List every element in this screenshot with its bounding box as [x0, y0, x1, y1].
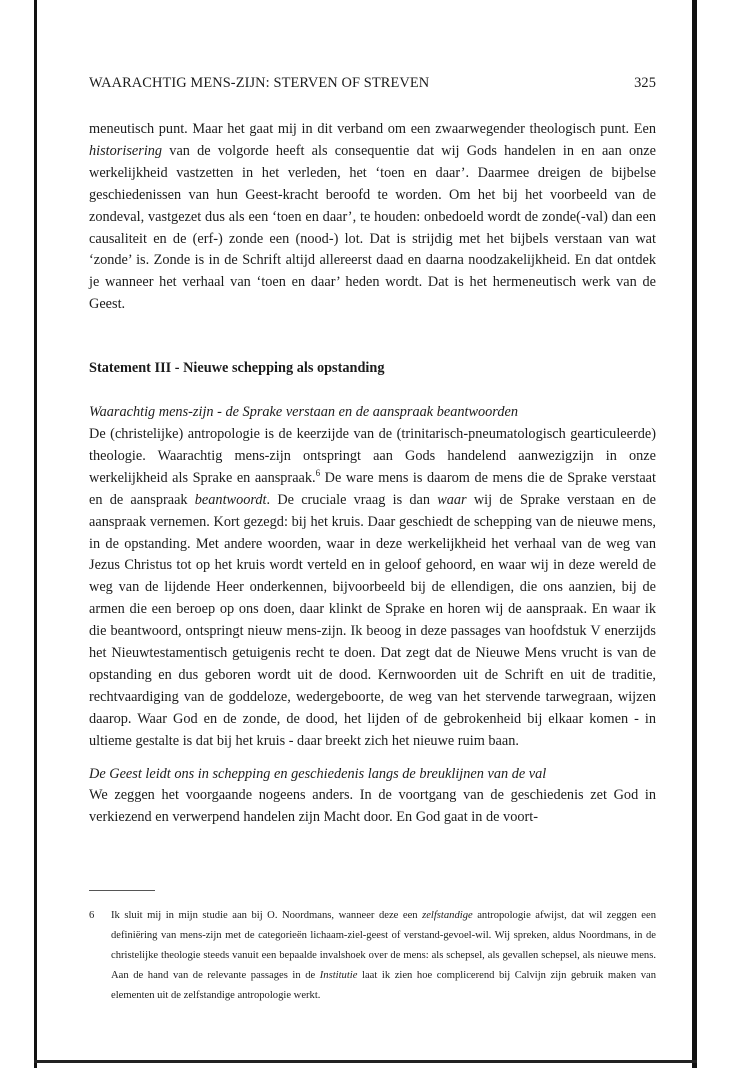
footnote-number: 6	[89, 910, 95, 921]
emphasis-zelfstandige: zelfstandige	[422, 910, 473, 921]
page-number: 325	[634, 75, 656, 91]
running-head	[89, 75, 656, 91]
paragraph-3: We zeggen het voorgaande nogeens anders. In de voortgang van de geschiedenis zet God in verkiezend en verwerpend handelen zijn Macht door. En God gaat in de voort-	[89, 787, 656, 826]
emphasis-historisering: historisering	[89, 142, 163, 159]
footnote-text: Ik sluit mij in mijn studie aan bij O. Noordmans, wanneer deze een zelfstandige antropologie afwijst, dat wil zeggen een definiëring van mens-zijn met de categorieën lichaam-ziel-geest of verstand-gevoel-wil. Wij spreken, aldus Noordmans, in de christelijke theologie steeds vanuit een bepaalde invalshoek over de mens: als schepsel, als gevallen schepsel, als nieuwe mens. Aan de hand van de relevante passages in de Institutie laat ik zien hoe complicerend bij Calvijn zijn gebruik maken van elementen uit de zelfstandige antropologie werkt.	[111, 910, 657, 1001]
running-head-title: WAARACHTIG MENS-ZIJN: STERVEN OF STREVEN	[89, 75, 430, 91]
paragraph-2: De (christelijke) antropologie is de keerzijde van de (trinitarisch-pneumatologisch gearticuleerde) theologie. Waarachtig mens-zijn ontspringt aan Gods handelend aanwezigzijn in onze werkelijkheid als Sprake en aanspraak.$^6$ De ware mens is daarom de mens die de Sprake verstaat en de aanspraak beantwoordt. De cruciale vraag is dan waar wij de Sprake verstaan en de aanspraak vernemen. Kort gezegd: bij het kruis. Daar geschiedt de schepping van de nieuwe mens, in de opstanding. Met andere woorden, waar in deze werkelijkheid het verhaal van de weg van Jezus Christus tot op het kruis wordt verteld en in geloof gehoord, en waar wij in deze wereld de weg van de lijdende Heer onderkennen, bijvoorbeeld bij de ellendigen, die ons aanzien, bij de armen die een beroep op ons doen, daar klinkt de Sprake en horen wij de aanspraak. En waar ik die beantwoord, ontspringt nieuw mens-zijn. Ik beoog in deze passages van hoofdstuk V enerzijds het Nieuwtestamentisch getuigenis recht te doen. Dat zegt dat de Nieuwe Mens vrucht is van de opstanding en dus geboren wordt uit de dood. Kernwoorden uit de Schrift en uit de traditie, rechtvaardiging van de goddeloze, wedergeboorte, de weg van het stervende tarwegraan, wijzen daarop. Waar God en de zonde, de dood, het lijden of de gebrokenheid bij elkaar komen - in ultieme gestalte is dat bij het kruis - daar breekt zich het nieuwe ruim baan.	[89, 425, 656, 749]
scan-edge-bottom	[34, 1060, 697, 1063]
scan-edge-left	[34, 0, 37, 1068]
scan-edge-right	[692, 0, 697, 1068]
footnote	[89, 906, 656, 1006]
paragraph-1: meneutisch punt. Maar het gaat mij in dit verband om een zwaarwegender theologisch punt. Een historisering van de volgorde heeft als consequentie dat wij Gods handelen in en aan onze werkelijkheid vastzetten in het verleden, het ‘toen en daar’. Daarmee dreigen de bijbelse geschiedenissen van hun Geest-kracht beroofd te worden. Om het bij het voorbeeld van de zondeval, vastgezet dus als een ‘toen en daar’, te houden: onbedoeld wordt de zonde(-val) dan een causaliteit en de (erf-) zonde een (nood-) lot. Dat is strijdig met het bijbels verstaan van wat ‘zonde’ is. Zonde is in de Schrift altijd allereerst daad en daarna noodzakelijkheid. En dat ontdek je wanneer het verhaal van ‘toen en daar’ heden wordt. Dat is het hermeneutisch werk van de Geest.	[89, 121, 656, 313]
emphasis-beantwoordt: beantwoordt	[194, 491, 267, 508]
page-body	[89, 119, 656, 829]
emphasis-institutie: Institutie	[319, 970, 358, 981]
footnote-divider	[89, 890, 155, 891]
subheading-1: Waarachtig mens-zijn - de Sprake verstaan en de aanspraak beantwoorden	[89, 404, 518, 421]
subheading-2: De Geest leidt ons in schepping en geschiedenis langs de breuklijnen van de val	[89, 765, 547, 782]
section-heading: Statement III - Nieuwe schepping als opstanding	[89, 360, 385, 377]
emphasis-waar: waar	[437, 491, 467, 508]
footnote-reference[interactable]: 6	[315, 468, 321, 479]
